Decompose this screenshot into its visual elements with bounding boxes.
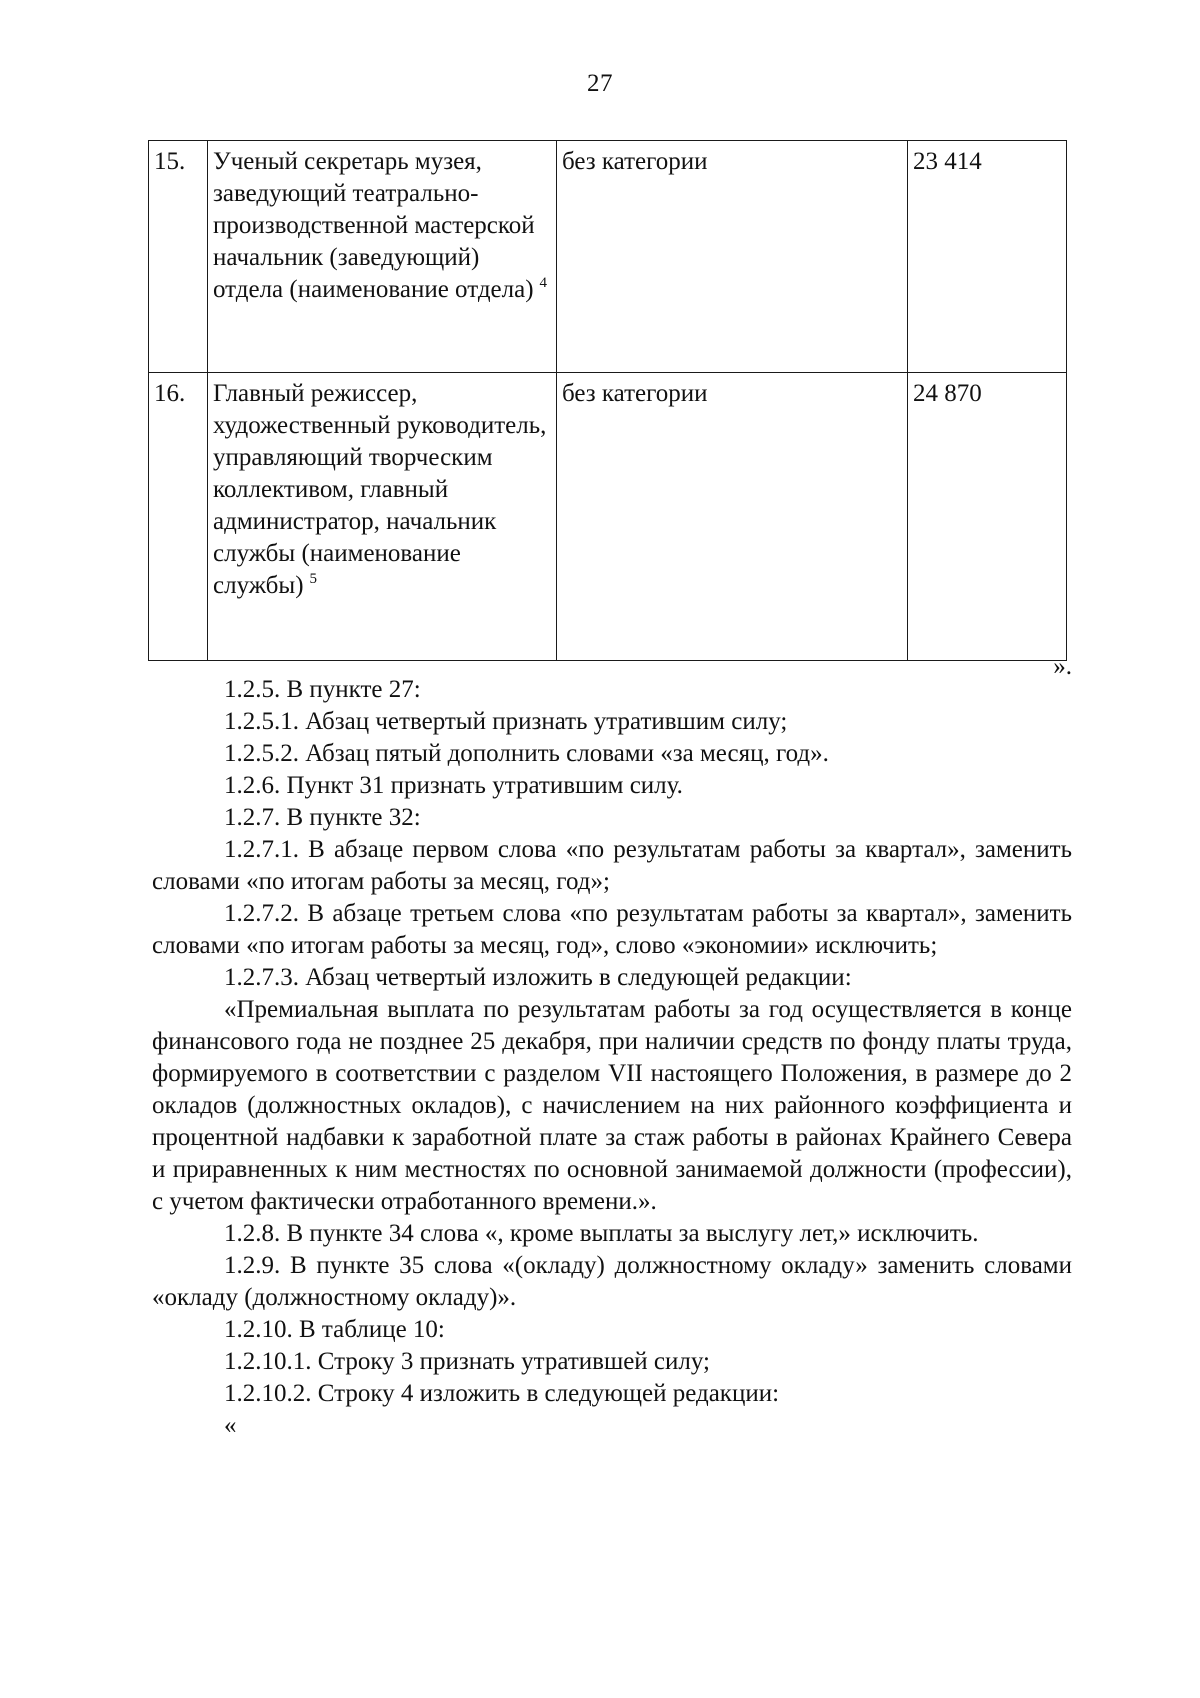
footnote-ref: 4 — [539, 275, 548, 291]
position-name-text: Главный режиссер, художественный руководитель, управляющий творческим коллективом, главный администратор, начальник службы (наименование службы) — [213, 380, 547, 599]
paragraph: 1.2.5.1. Абзац четвертый признать утратившим силу; — [224, 708, 788, 735]
paragraph: 1.2.7.2. В абзаце третьем слова «по результатам работы за квартал», заменить словами «по итогам работы за месяц, год», слово «экономии» исключить; — [152, 900, 1072, 959]
footnote-ref: 5 — [309, 571, 318, 587]
salary-value: 23 414 — [908, 141, 1067, 373]
opening-quote: « — [224, 1412, 237, 1439]
paragraph: 1.2.10.1. Строку 3 признать утратившей силу; — [224, 1348, 710, 1375]
paragraph: 1.2.10. В таблице 10: — [224, 1316, 445, 1343]
row-number: 15. — [149, 141, 208, 373]
position-name-text: Ученый секретарь музея, заведующий театрально-производственной мастерской начальник (заведующий) отдела (наименование отдела) — [213, 148, 535, 303]
document-body — [152, 674, 1072, 1442]
page-number: 27 — [587, 70, 613, 97]
qualification-category: без категории — [557, 141, 908, 373]
salary-value: 24 870 — [908, 373, 1067, 661]
qualification-category: без категории — [557, 373, 908, 661]
paragraph: 1.2.5. В пункте 27: — [224, 676, 421, 703]
positions-table — [148, 140, 1067, 661]
position-name — [208, 141, 557, 373]
paragraph: 1.2.7.1. В абзаце первом слова «по результатам работы за квартал», заменить словами «по итогам работы за месяц, год»; — [152, 836, 1072, 895]
paragraph: 1.2.6. Пункт 31 признать утратившим силу. — [224, 772, 683, 799]
quoted-paragraph: «Премиальная выплата по результатам работы за год осуществляется в конце финансового года не позднее 25 декабря, при наличии средств по фонду платы труда, формируемого в соответствии с разделом VII настоящего Положения, в размере до 2 окладов (должностных окладов), с начислением на них районного коэффициента и процентной надбавки к заработной плате за стаж работы в районах Крайнего Севера и приравненных к ним местностях по основной занимаемой должности (профессии), с учетом фактически отработанного времени.». — [152, 996, 1072, 1215]
paragraph: 1.2.5.2. Абзац пятый дополнить словами «за месяц, год». — [224, 740, 829, 767]
paragraph: 1.2.9. В пункте 35 слова «(окладу) должностному окладу» заменить словами «окладу (должностному окладу)». — [152, 1252, 1072, 1311]
paragraph: 1.2.8. В пункте 34 слова «, кроме выплаты за выслугу лет,» исключить. — [224, 1220, 979, 1247]
paragraph: 1.2.7. В пункте 32: — [224, 804, 421, 831]
table-closing-quote: ». — [1053, 653, 1072, 680]
paragraph: 1.2.10.2. Строку 4 изложить в следующей редакции: — [224, 1380, 780, 1407]
table-row — [149, 373, 1067, 661]
row-number: 16. — [149, 373, 208, 661]
paragraph: 1.2.7.3. Абзац четвертый изложить в следующей редакции: — [224, 964, 852, 991]
table-row — [149, 141, 1067, 373]
position-name — [208, 373, 557, 661]
